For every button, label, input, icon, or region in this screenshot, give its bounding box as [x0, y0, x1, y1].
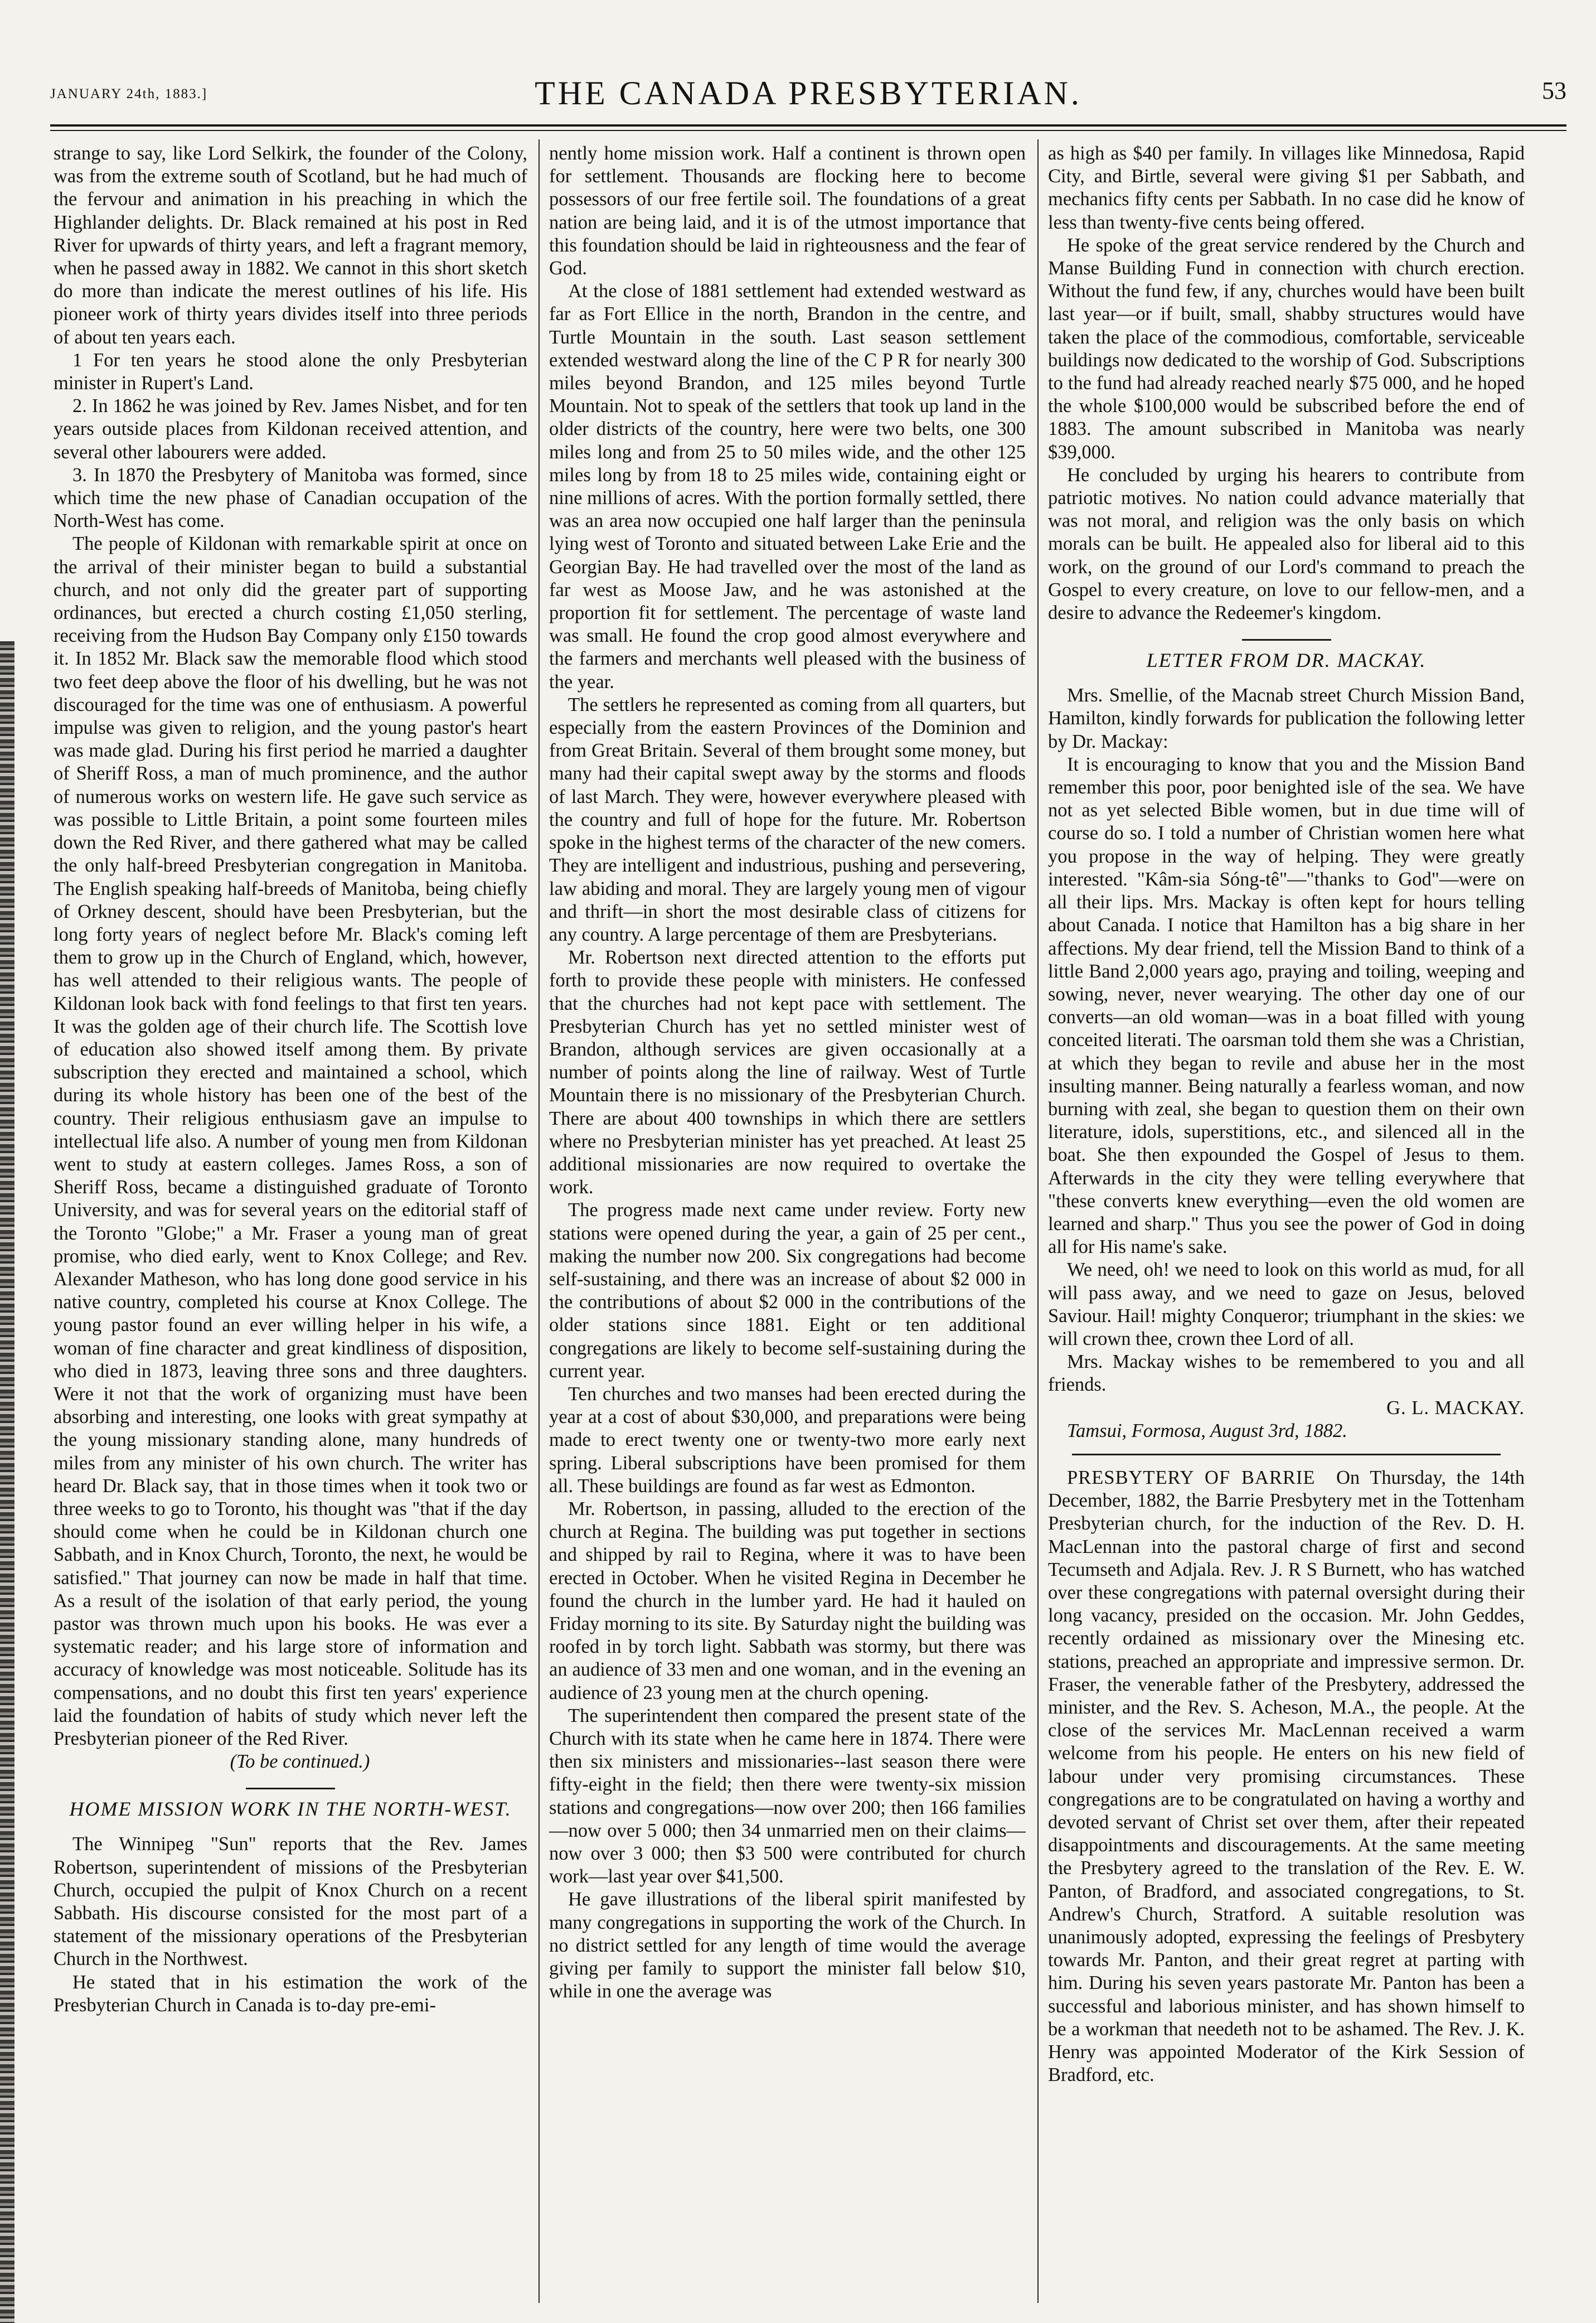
section-rule: [246, 1788, 335, 1789]
masthead-rule: [50, 124, 1566, 127]
closing-text: Mrs. Mackay wishes to be remembered to you and all friends.: [1048, 1351, 1525, 1396]
article-paragraph: We need, oh! we need to look on this world as mud, for all will pass away, and we need to gaze on Jesus, beloved Saviour. Hail! mighty Conqueror; triumphant in the skies: we will crown thee, crown thee Lord of all.: [1048, 1259, 1525, 1349]
letter-signature: G. L. MACKAY.: [1386, 1397, 1525, 1419]
article-paragraph: Mr. Robertson next directed attention to the efforts put forth to provide these people with ministers. He confessed that the churches had not kept pace with settlement. The Presbyterian Church has yet no settled minister west of Brandon, although services are given occasionally at a number of points along the line of railway. West of Turtle Mountain there is no missionary of the Presbyterian Church. There are about 400 townships in which there are settlers where no Presbyterian minister has yet preached. At least 25 additional missionaries are now required to overtake the work.: [549, 947, 1026, 1198]
article-paragraph: as high as $40 per family. In villages like Minnedosa, Rapid City, and Birtle, several were giving $1 per Sabbath, and mechanics fifty cents per Sabbath. In no case did he know of less than twenty-five cents being offered.: [1048, 143, 1525, 233]
article-paragraph: He gave illustrations of the liberal spirit manifested by many congregations in supporting the work of the Church. In no district settled for any length of time would the average giving per family to support the minister fall below $10, while in one the average was: [549, 1889, 1026, 2002]
article-paragraph: The Winnipeg "Sun" reports that the Rev. James Robertson, superintendent of missions of the Presbyterian Church, occupied the pulpit of Knox Church on a recent Sabbath. His discourse consisted for the most part of a statement of the missionary operations of the Presbyterian Church in the Northwest.: [54, 1833, 527, 1970]
letter-dateline: Tamsui, Formosa, August 3rd, 1882.: [1067, 1420, 1347, 1441]
article-paragraph: The settlers he represented as coming from all quarters, but especially from the eastern Provinces of the Dominion and from Great Britain. Several of them brought some money, but many had their capital swept away by the storms and floods of last March. They were, however everywhere pleased with the country and full of hope for the future. Mr. Robertson spoke in the highest terms of the character of the new comers. They are intelligent and industrious, pushing and persevering, law abiding and moral. They are largely young men of vigour and thrift—in short the most desirable class of citizens for any country. A large percentage of them are Presbyterians.: [549, 694, 1026, 945]
page-number: 53: [1542, 77, 1566, 104]
to-be-continued-note: (To be continued.): [230, 1751, 370, 1773]
article-paragraph: Ten churches and two manses had been erected during the year at a cost of about $30,000, and preparations were being made to erect twenty one or twenty-two more early next spring. Liberal subscriptions have been promised for them all. These buildings are found as far west as Edmonton.: [549, 1383, 1026, 1497]
article-paragraph: At the close of 1881 settlement had extended westward as far as Fort Ellice in the north, Brandon in the centre, and Turtle Mountain in the south. Last season settlement extended westward along the line of the C P R for nearly 300 miles beyond Brandon, and 125 miles beyond Turtle Mountain. Not to speak of the settlers that took up land in the older districts of the country, here were two belts, one 300 miles long and from 25 to 50 miles wide, and the other 125 miles long by from 18 to 25 miles wide, containing eight or nine millions of acres. With the portion formally settled, there was an area now occupied one half larger than the peninsula lying west of Toronto and situated between Lake Erie and the Georgian Bay. He had travelled over the most of the land as far west as Moose Jaw, and he was astonished at the proportion fit for settlement. The percentage of waste land was small. He found the crop good almost everywhere and the farmers and merchants well pleased with the business of the year.: [549, 280, 1026, 693]
column-divider: [539, 139, 540, 2303]
article-paragraph: strange to say, like Lord Selkirk, the founder of the Colony, was from the extreme south of Scotland, but he had much of the fervour and animation in his preaching in which the Highlander delights. Dr. Black remained at his post in Red River for upwards of thirty years, and left a fragrant memory, when he passed away in 1882. We cannot in this short sketch do more than indicate the merest outlines of his life. His pioneer work of thirty years divides itself into three periods of about ten years each.: [54, 143, 527, 348]
article-heading-letter: LETTER FROM DR. MACKAY.: [1146, 649, 1427, 672]
masthead-rule-thin: [50, 130, 1566, 131]
column-divider: [1037, 139, 1039, 2303]
article-paragraph: The progress made next came under review. Forty new stations were opened during the year, a gain of 25 per cent., making the number now 200. Six congregations had become self-sustaining, and there was an increase of about $2 000 in the contributions of about $2 000 in the contributions of the older stations since 1881. Eight or ten additional congregations are likely to become self-sustaining during the current year.: [549, 1199, 1026, 1382]
article-heading-home-mission: HOME MISSION WORK IN THE NORTH-WEST.: [69, 1798, 512, 1821]
column-2: [549, 142, 1026, 2306]
article-paragraph: 3. In 1870 the Presbytery of Manitoba was formed, since which time the new phase of Canadian occupation of the North-West has come.: [54, 464, 527, 532]
article-paragraph: Mrs. Smellie, of the Macnab street Church Mission Band, Hamilton, kindly forwards for publication the following letter by Dr. Mackay:: [1048, 685, 1525, 752]
newspaper-title: THE CANADA PRESBYTERIAN.: [535, 75, 1082, 112]
letter-closing: [1048, 1351, 1525, 1396]
article-paragraph: The people of Kildonan with remarkable spirit at once on the arrival of their minister began to build a substantial church, and not only did the greater part of supporting ordinances, but erected a church costing £1,050 sterling, receiving from the Hudson Bay Company only £150 towards it. In 1852 Mr. Black saw the memorable flood which stood two feet deep above the floor of his dwelling, but he was not discouraged for the time was one of enthusiasm. A powerful impulse was given to religion, and the young pastor's heart was made glad. During his first period he married a daughter of Sheriff Ross, a man of much prominence, and the author of numerous works on western life. He gave such service as was possible to Little Britain, a point some fourteen miles down the Red River, and there gathered what may be called the only half-breed Presbyterian congregation in Manitoba. The English speaking half-breeds of Manitoba, being chiefly of Orkney descent, should have been Presbyterian, but the long forty years of neglect before Mr. Black's coming left them to grow up in the Church of England, which, however, has well attended to their religious wants. The people of Kildonan look back with fond feelings to that first ten years. It was the golden age of their church life. The Scottish love of education also showed itself among them. By private subscription they erected and maintained a school, which during its whole history has been one of the best of the country. Their religious enthusiasm gave an impulse to intellectual life also. A number of young men from Kildonan went to study at eastern colleges. James Ross, a son of Sheriff Ross, became a distinguished graduate of Toronto University, and was for several years on the editorial staff of the Toronto "Globe;" a Mr. Fraser a young man of great promise, who died early, went to Knox College; and Rev. Alexander Matheson, who has long done good service in his native country, completed his course at Knox College. The young pastor found an ever willing helper in his wife, a woman of fine character and great kindliness of disposition, who died in 1873, leaving three sons and three daughters. Were it not that the work of organizing must have been absorbing and interesting, one looks with great sympathy at the young missionary standing alone, many hundreds of miles from any minister of his own church. The writer has heard Dr. Black say, that in those times when it took two or three weeks to go to Toronto, his thought was "that if the day should come when he could be in Kildonan church one Sabbath, and in Knox Church, Toronto, the next, he would be satisfied." That journey can now be made in half that time. As a result of the isolation of that early period, the young pastor was thrown much upon his books. He was ever a systematic reader; and his large store of information and accuracy of knowledge was most noticeable. Solitude has its compensations, and no doubt this first ten years' experience laid the foundation of habits of study which never left the Presbyterian pioneer of the Red River.: [54, 533, 527, 1750]
article-paragraph: He spoke of the great service rendered by the Church and Manse Building Fund in connection with church erection. Without the fund few, if any, churches would have been built last year—or if built, small, shabby structures would have taken the place of the commodious, comfortable, serviceable buildings now dedicated to the worship of God. Subscriptions to the fund had already reached nearly $75 000, and he hoped the whole $100,000 would be subscribed before the end of 1883. The amount subscribed in Manitoba was nearly $39,000.: [1048, 234, 1525, 463]
article-paragraph: 1 For ten years he stood alone the only Presbyterian minister in Rupert's Land.: [54, 349, 527, 394]
presbytery-report: [1048, 1467, 1525, 2087]
column-1: [54, 142, 527, 2306]
article-paragraph: Mr. Robertson, in passing, alluded to the erection of the church at Regina. The building was put together in sections and shipped by rail to Regina, where it was to have been erected in October. When he visited Regina in December he found the church in the lumber yard. He had it hauled on Friday morning to its site. By Saturday night the building was roofed in by torch light. Sabbath was stormy, but there was an audience of 33 men and one woman, and in the evening an audience of 23 young men at the church opening.: [549, 1498, 1026, 1703]
report-lead: PRESBYTERY OF BARRIE: [1067, 1467, 1316, 1488]
column-3: [1048, 142, 1525, 2306]
section-rule: [1242, 639, 1331, 641]
article-paragraph: He stated that in his estimation the work of the Presbyterian Church in Canada is to-day pre-emi-: [54, 1971, 527, 2016]
article-paragraph: nently home mission work. Half a continent is thrown open for settlement. Thousands are flocking here to become possessors of our free fertile soil. The foundations of a great nation are being laid, and it is of the utmost importance that this foundation should be laid in righteousness and the fear of God.: [549, 143, 1026, 279]
masthead: [50, 70, 1566, 120]
article-paragraph: It is encouraging to know that you and the Mission Band remember this poor, poor benighted isle of the sea. We have not as yet selected Bible women, but in due time will of course do so. I told a number of Christian women here what you propose in the way of helping. They were greatly interested. "Kâm-sia Sóng-tê"—"thanks to God"—were on all their lips. Mrs. Mackay is often kept for hours telling about Canada. I notice that Hamilton has a big share in her affections. My dear friend, tell the Mission Band to think of a little Band 2,000 years ago, praying and toiling, weeping and sowing, never, never wearying. The other day one of our converts—an old woman—was in a boat filled with young conceited literati. The oarsman told them she was a Christian, at which they began to revile and abuse her in the most insulting manner. Being naturally a fearless woman, and now burning with zeal, she began to question them on their own literature, idols, superstitions, etc., and silenced all in the boat. She then expounded the Gospel of Jesus to them. Afterwards in the city they were telling everywhere that "these converts knew everything—even the old women are learned and sharp." Thus you see the power of God in doing all for His name's sake.: [1048, 753, 1525, 1258]
scan-edge-strip: [0, 641, 14, 2323]
article-paragraph: The superintendent then compared the present state of the Church with its state when he came here in 1874. There were then six ministers and missionaries--last season there were fifty-eight in the field; then there were twenty-six mission stations and congregations—now over 200; then 166 families—now over 5 000; then 34 unmarried men on their claims—now over 3 000; then $3 500 were contributed for church work—last year over $41,500.: [549, 1705, 1026, 1888]
section-rule: [1072, 1454, 1501, 1455]
article-paragraph: 2. In 1862 he was joined by Rev. James Nisbet, and for ten years outside places from Kildonan received attention, and several other labourers were added.: [54, 395, 527, 463]
issue-date: JANUARY 24th, 1883.]: [50, 86, 208, 101]
article-paragraph: He concluded by urging his hearers to contribute from patriotic motives. No nation could advance materially that was not moral, and religion was the only basis on which morals can be built. He appealed also for liberal aid to this work, on the ground of our Lord's command to preach the Gospel to every creature, on love to our fellow-men, and a desire to advance the Redeemer's kingdom.: [1048, 464, 1525, 624]
report-body: On Thursday, the 14th December, 1882, the Barrie Presbytery met in the Tottenham Presbyterian church, for the induction of the Rev. D. H. MacLennan into the pastoral charge of first and second Tecumseth and Adjala. Rev. J. R S Burnett, who has watched over these congregations with paternal oversight during their long vacancy, presided on the occasion. Mr. John Geddes, recently ordained as missionary over the Minesing etc. stations, preached an appropriate and impressive sermon. Dr. Fraser, the venerable father of the Presbytery, addressed the minister, and the Rev. S. Acheson, M.A., the people. At the close of the services Mr. MacLennan received a warm welcome from his people. He enters on his new field of labour under very promising circumstances. These congregations are to be congratulated on having a worthy and devoted servant of Christ set over them, after their repeated disappointments and discouragements. At the same meeting the Presbytery agreed to the translation of the Rev. E. W. Panton, of Bradford, and associated congregations, to St. Andrew's Church, Stratford. A suitable resolution was unanimously adopted, expressing the feelings of Presbytery towards Mr. Panton, and their great regret at parting with him. During his seven years pastorate Mr. Panton has been a successful and laborious minister, and has shown himself to be a workman that needeth not to be ashamed. The Rev. J. K. Henry was appointed Moderator of the Kirk Session of Bradford, etc.: [1048, 1467, 1525, 2086]
